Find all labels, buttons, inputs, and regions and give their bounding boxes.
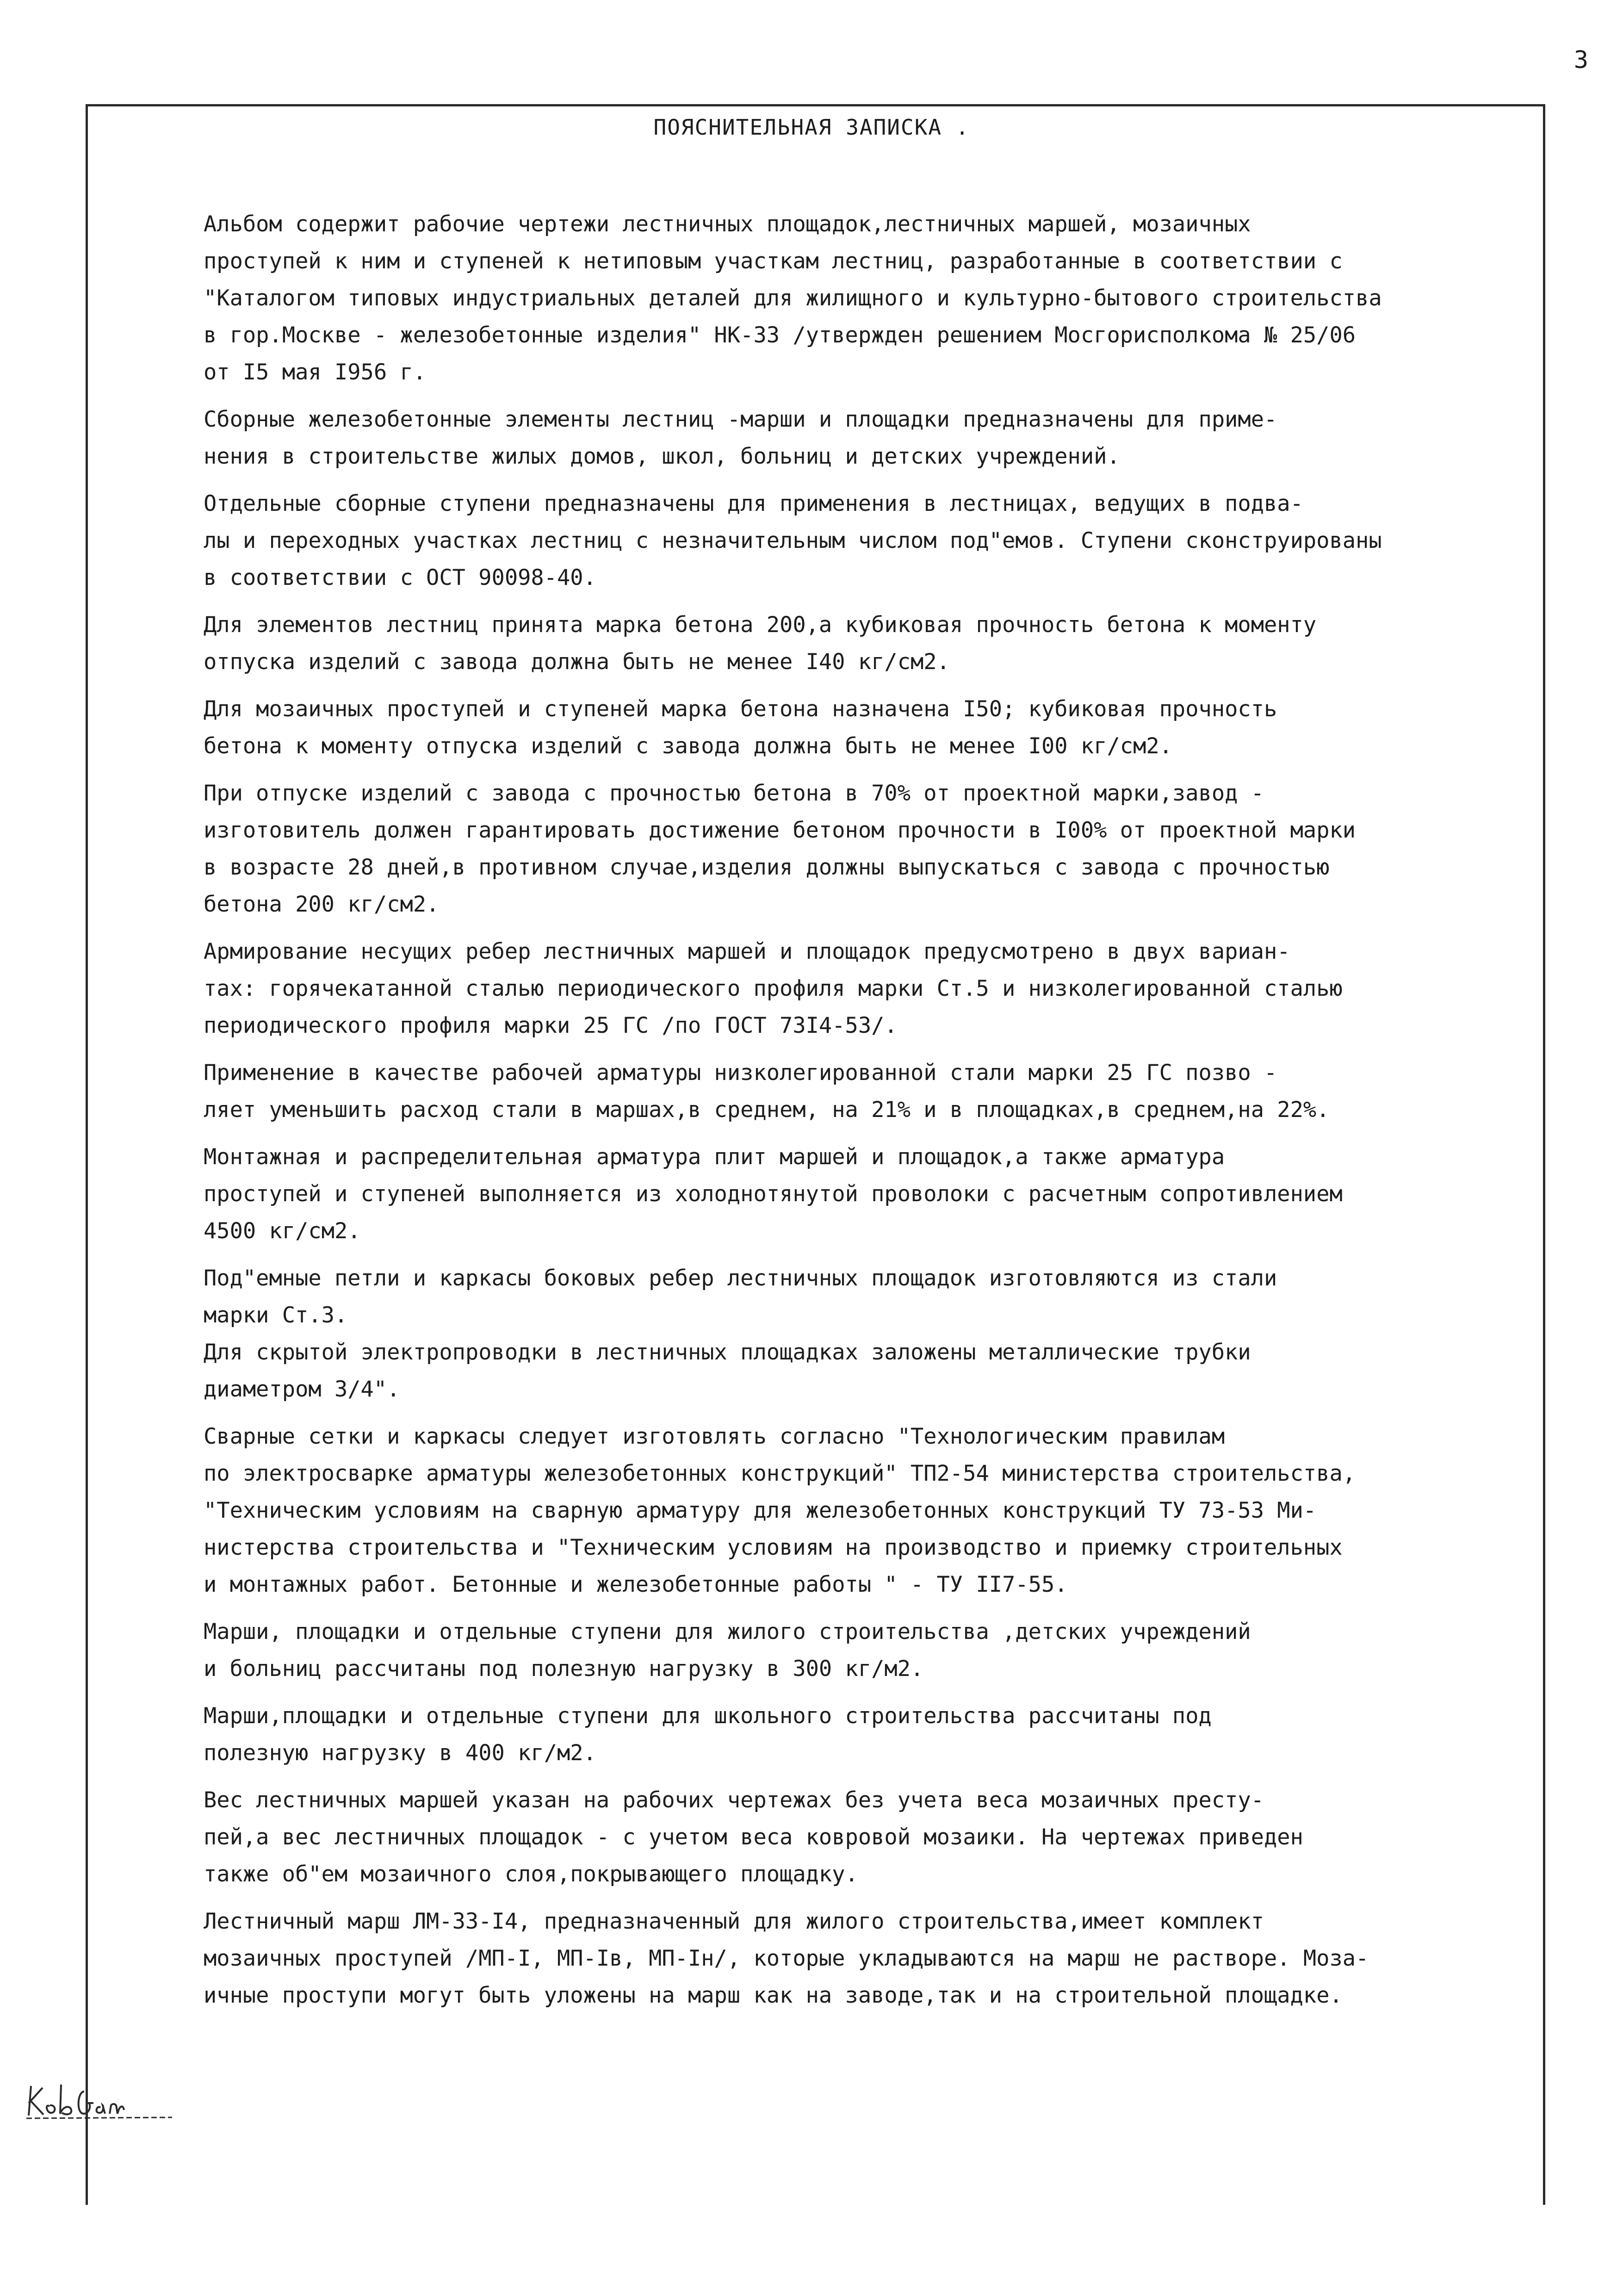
paragraph-reinforcement: Армирование несущих ребер лестничных маршей и площадок предусмотрено в двух вариан- тах: горячекатанной сталью периодического профиля марки Ст.5 и низколегированной сталью периодического профиля марки 25 ГС /по ГОСТ 73I4-53/.: [204, 939, 1343, 1038]
document-title: ПОЯСНИТЕЛЬНАЯ ЗАПИСКА .: [653, 115, 970, 140]
paragraph-residential-load: Марши, площадки и отдельные ступени для жилого строительства ,детских учреждений и больниц рассчитаны под полезную нагрузку в 300 кг/м2.: [204, 1619, 1251, 1682]
paragraph-mosaic-concrete: Для мозаичных проступей и ступеней марка бетона назначена I50; кубиковая прочность бетона к моменту отпуска изделий с завода должна быть не менее I00 кг/см2.: [204, 696, 1277, 759]
paragraph-prefab-elements: Сборные железобетонные элементы лестниц -марши и площадки предназначены для приме- нения в строительстве жилых домов, школ, больниц и детских учреждений.: [204, 407, 1277, 469]
paragraph-mounting-reinforcement: Монтажная и распределительная арматура плит маршей и площадок,а также арматура проступей и ступеней выполняется из холоднотянутой проволоки с расчетным сопротивлением 4500 кг/см2.: [204, 1144, 1343, 1244]
handwritten-signature: [24, 2078, 177, 2122]
paragraph-school-load: Марши,площадки и отдельные ступени для школьного строительства рассчитаны под полезную нагрузку в 400 кг/м2.: [204, 1703, 1212, 1766]
signature-scrawl: [24, 2078, 177, 2122]
paragraph-welded-meshes: Сварные сетки и каркасы следует изготовлять согласно "Технологическим правилам по электросварке арматуры железобетонных конструкций" ТП2-54 министерства строительства, "Техническим условиям на сварную арматуру для железобетонных конструкций ТУ 73-53 Ми- нистерства строительства и "Техническим условиям на производство и приемку строительных и монтажных работ. Бетонные и железобетонные работы " - ТУ II7-55.: [204, 1424, 1356, 1597]
paragraph-concrete-grade: Для элементов лестниц принята марка бетона 200,а кубиковая прочность бетона к моменту отпуска изделий с завода должна быть не менее I40 кг/см2.: [204, 612, 1317, 675]
paragraph-stair-march: Лестничный марш ЛМ-33-I4, предназначенный для жилого строительства,имеет комплект мозаичных проступей /МП-I, МП-Iв, МП-Iн/, которые укладываются на марш не растворе. Моза- ичные проступи могут быть уложены на марш как на заводе,так и на строительной площадке.: [204, 1909, 1369, 2008]
page-number: 3: [1573, 46, 1588, 74]
paragraph-weights: Вес лестничных маршей указан на рабочих чертежах без учета веса мозаичных престу- пей,а вес лестничных площадок - с учетом веса ковровой мозаики. На чертежах приведен также об"ем мозаичного слоя,покрывающего площадку.: [204, 1787, 1303, 1887]
paragraph-lifting-loops: Под"емные петли и каркасы боковых ребер лестничных площадок изготовляются из стали марки Ст.3. Для скрытой электропроводки в лестничных площадках заложены металлические трубки диаметром 3/4".: [204, 1266, 1277, 1402]
paragraph-separate-steps: Отдельные сборные ступени предназначены для применения в лестницах, ведущих в подва- лы и переходных участках лестниц с незначительным числом под"емов. Ступени сконструированы в соответствии с ОСТ 90098-40.: [204, 491, 1382, 590]
paragraph-steel-savings: Применение в качестве рабочей арматуры низколегированной стали марки 25 ГС позво - ляет уменьшить расход стали в маршах,в среднем, на 21% и в площадках,в среднем,на 22%.: [204, 1060, 1330, 1123]
paragraph-album-contents: Альбом содержит рабочие чертежи лестничных площадок,лестничных маршей, мозаичных проступей к ним и ступеней к нетиповым участкам лестниц, разработанные в соответствии с "Каталогом типовых индустриальных деталей для жилищного и культурно-бытового строительства в гор.Москве - железобетонные изделия" НК-33 /утвержден решением Мосгорисполкома № 25/06 от I5 мая I956 г.: [204, 211, 1382, 385]
paragraph-release-strength: При отпуске изделий с завода с прочностью бетона в 70% от проектной марки,завод - изготовитель должен гарантировать достижение бетоном прочности в I00% от проектной марки в возрасте 28 дней,в противном случае,изделия должны выпускаться с завода с прочностью бетона 200 кг/см2.: [204, 781, 1356, 917]
document-body: [204, 206, 1485, 2024]
